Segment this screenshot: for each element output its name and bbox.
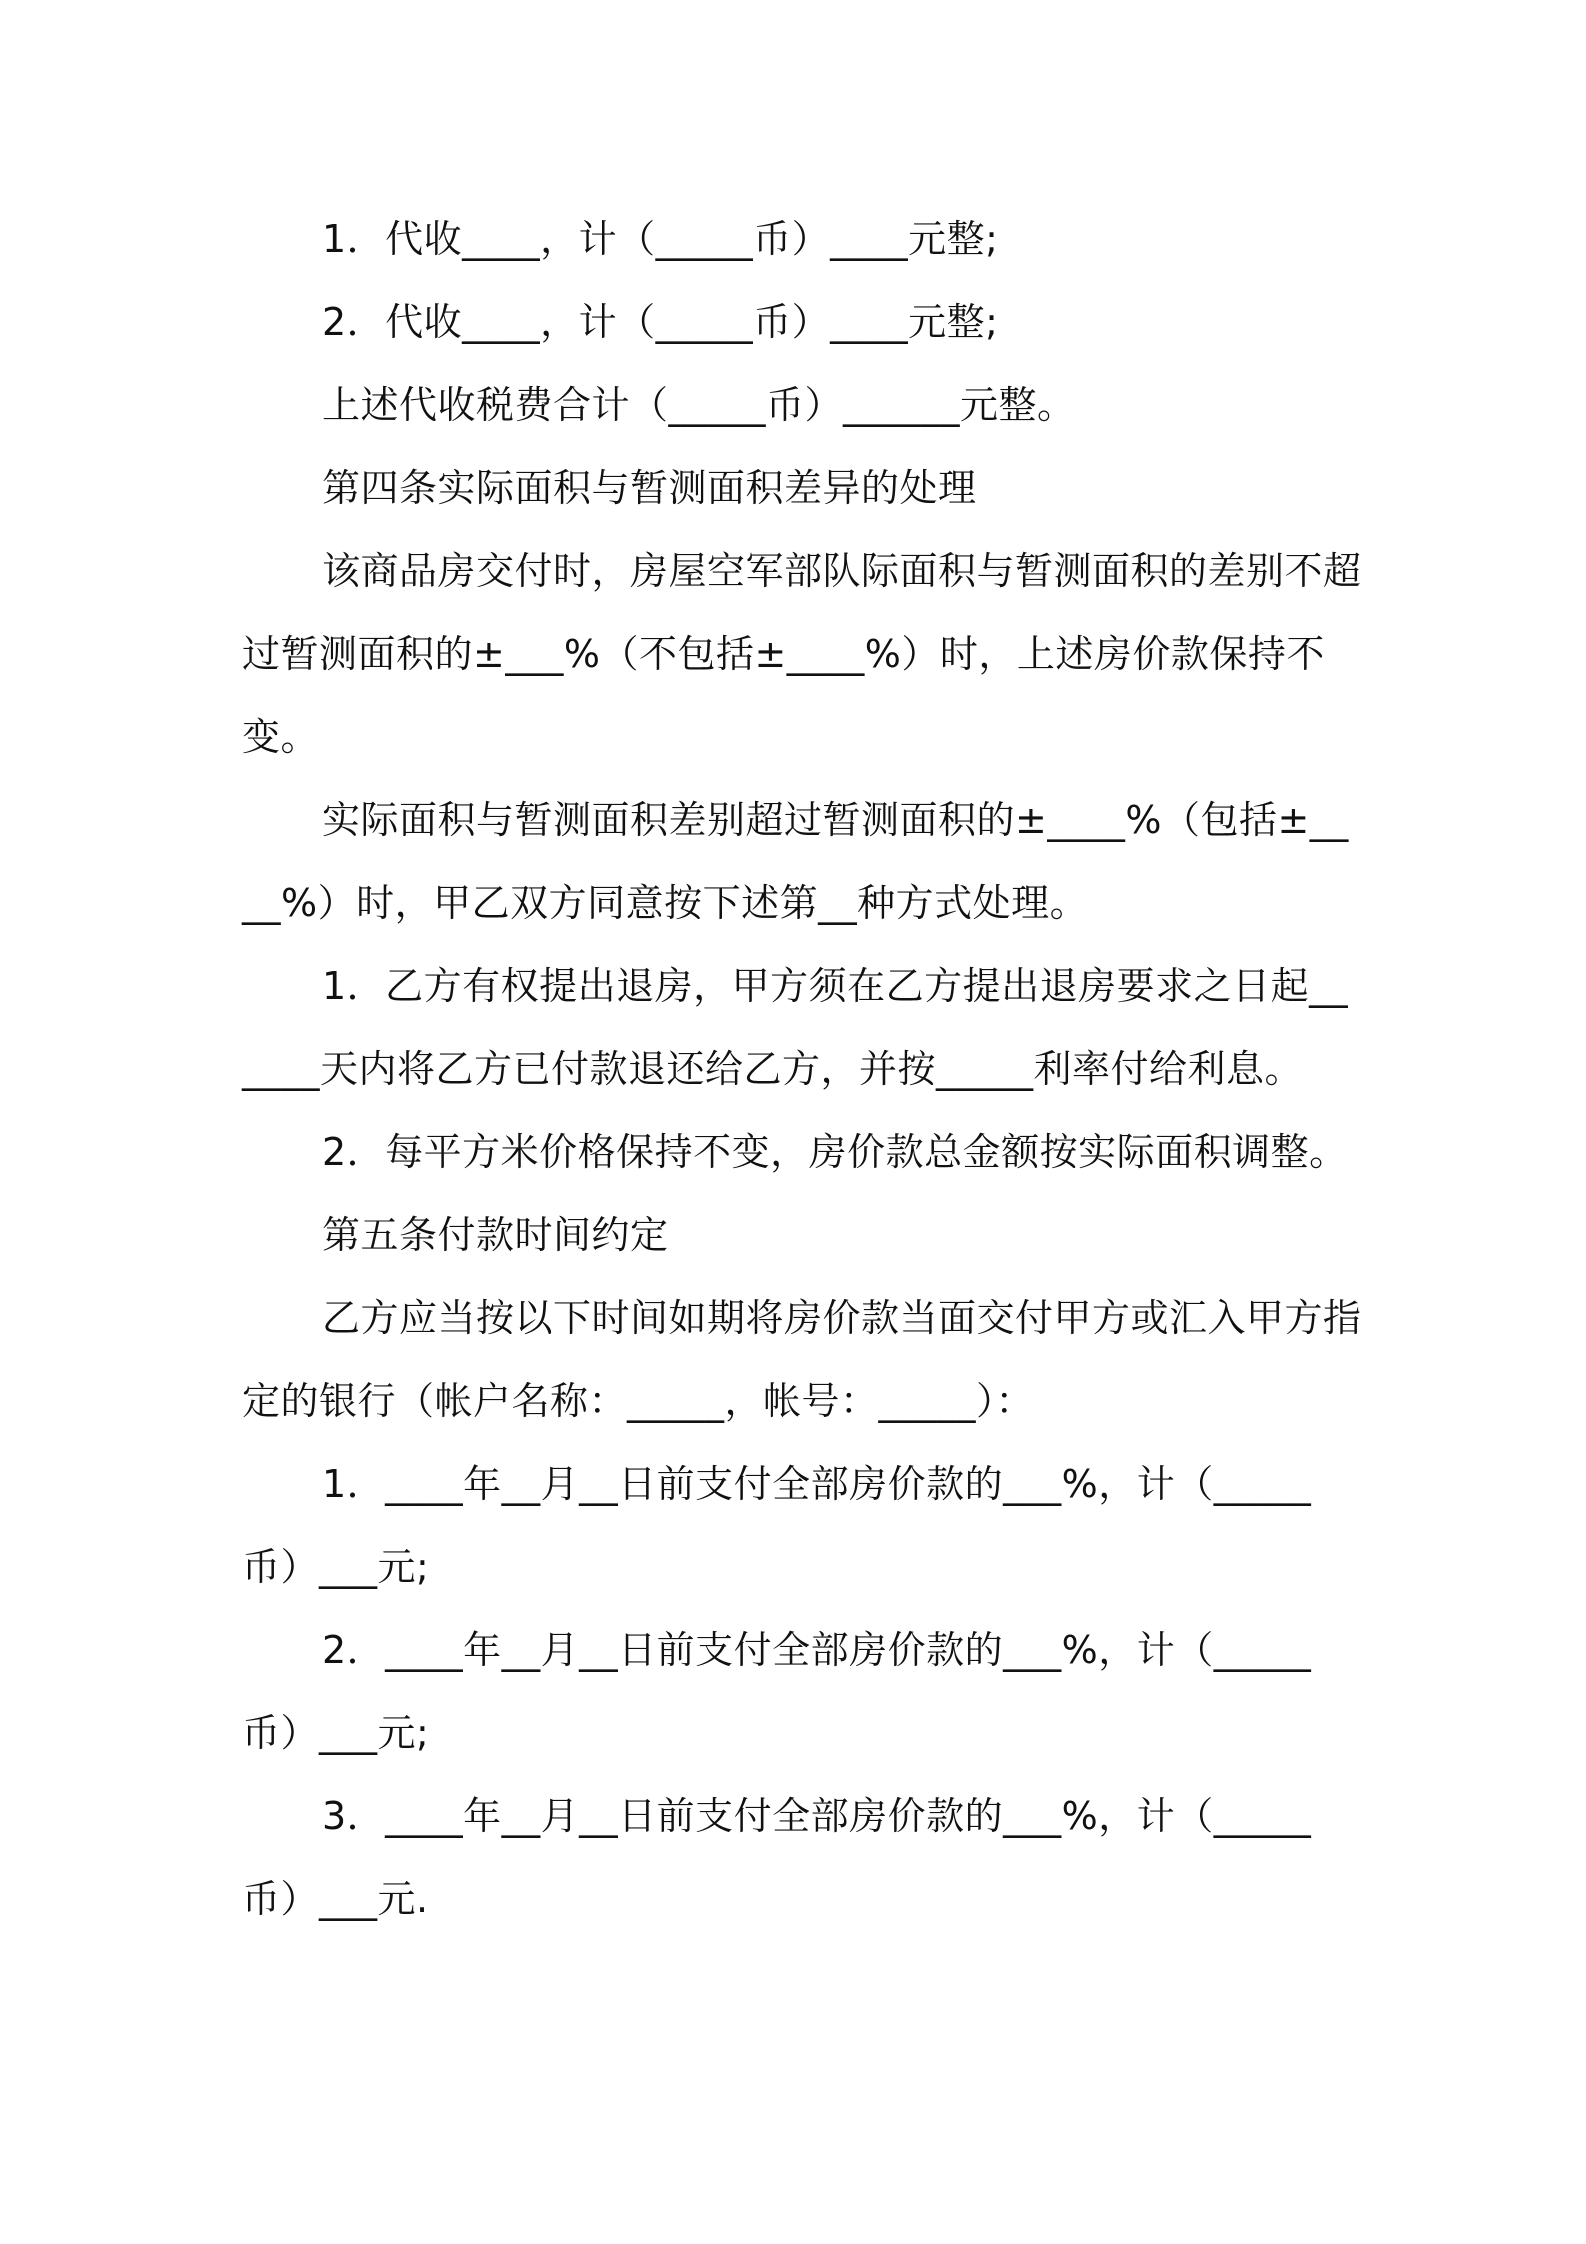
- collection-item-1: 1．代收____，计（_____币）____元整;: [322, 217, 999, 261]
- payment-item-1: 1．____年__月__日前支付全部房价款的___%，计（_____币）___元;: [242, 1462, 1312, 1589]
- article-4-paragraph-2: 实际面积与暂测面积差别超过暂测面积的±____%（包括±____%）时，甲乙双方同意按下述第__种方式处理。: [242, 798, 1349, 925]
- article-5-paragraph-1: 乙方应当按以下时间如期将房价款当面交付甲方或汇入甲方指定的银行（帐户名称：_____，帐号：_____）：: [242, 1296, 1362, 1423]
- collection-total: 上述代收税费合计（_____币）______元整。: [322, 383, 1076, 427]
- payment-item-2: 2．____年__月__日前支付全部房价款的___%，计（_____币）___元;: [242, 1628, 1312, 1755]
- collection-item-2: 2．代收____，计（_____币）____元整;: [322, 300, 999, 344]
- article-4-option-2: 2．每平方米价格保持不变，房价款总金额按实际面积调整。: [322, 1130, 1348, 1174]
- article-4-heading: 第四条实际面积与暂测面积差异的处理: [322, 466, 977, 510]
- article-5-heading: 第五条付款时间约定: [322, 1213, 669, 1257]
- document-body: [242, 198, 1364, 1941]
- payment-item-3: 3．____年__月__日前支付全部房价款的___%，计（_____币）___元.: [242, 1794, 1312, 1921]
- article-4-option-1: 1．乙方有权提出退房，甲方须在乙方提出退房要求之日起______天内将乙方已付款退还给乙方，并按_____利率付给利息。: [242, 964, 1349, 1091]
- article-4-paragraph-1: 该商品房交付时，房屋空军部队际面积与暂测面积的差别不超过暂测面积的±___%（不包括±____%）时，上述房价款保持不变。: [242, 549, 1362, 759]
